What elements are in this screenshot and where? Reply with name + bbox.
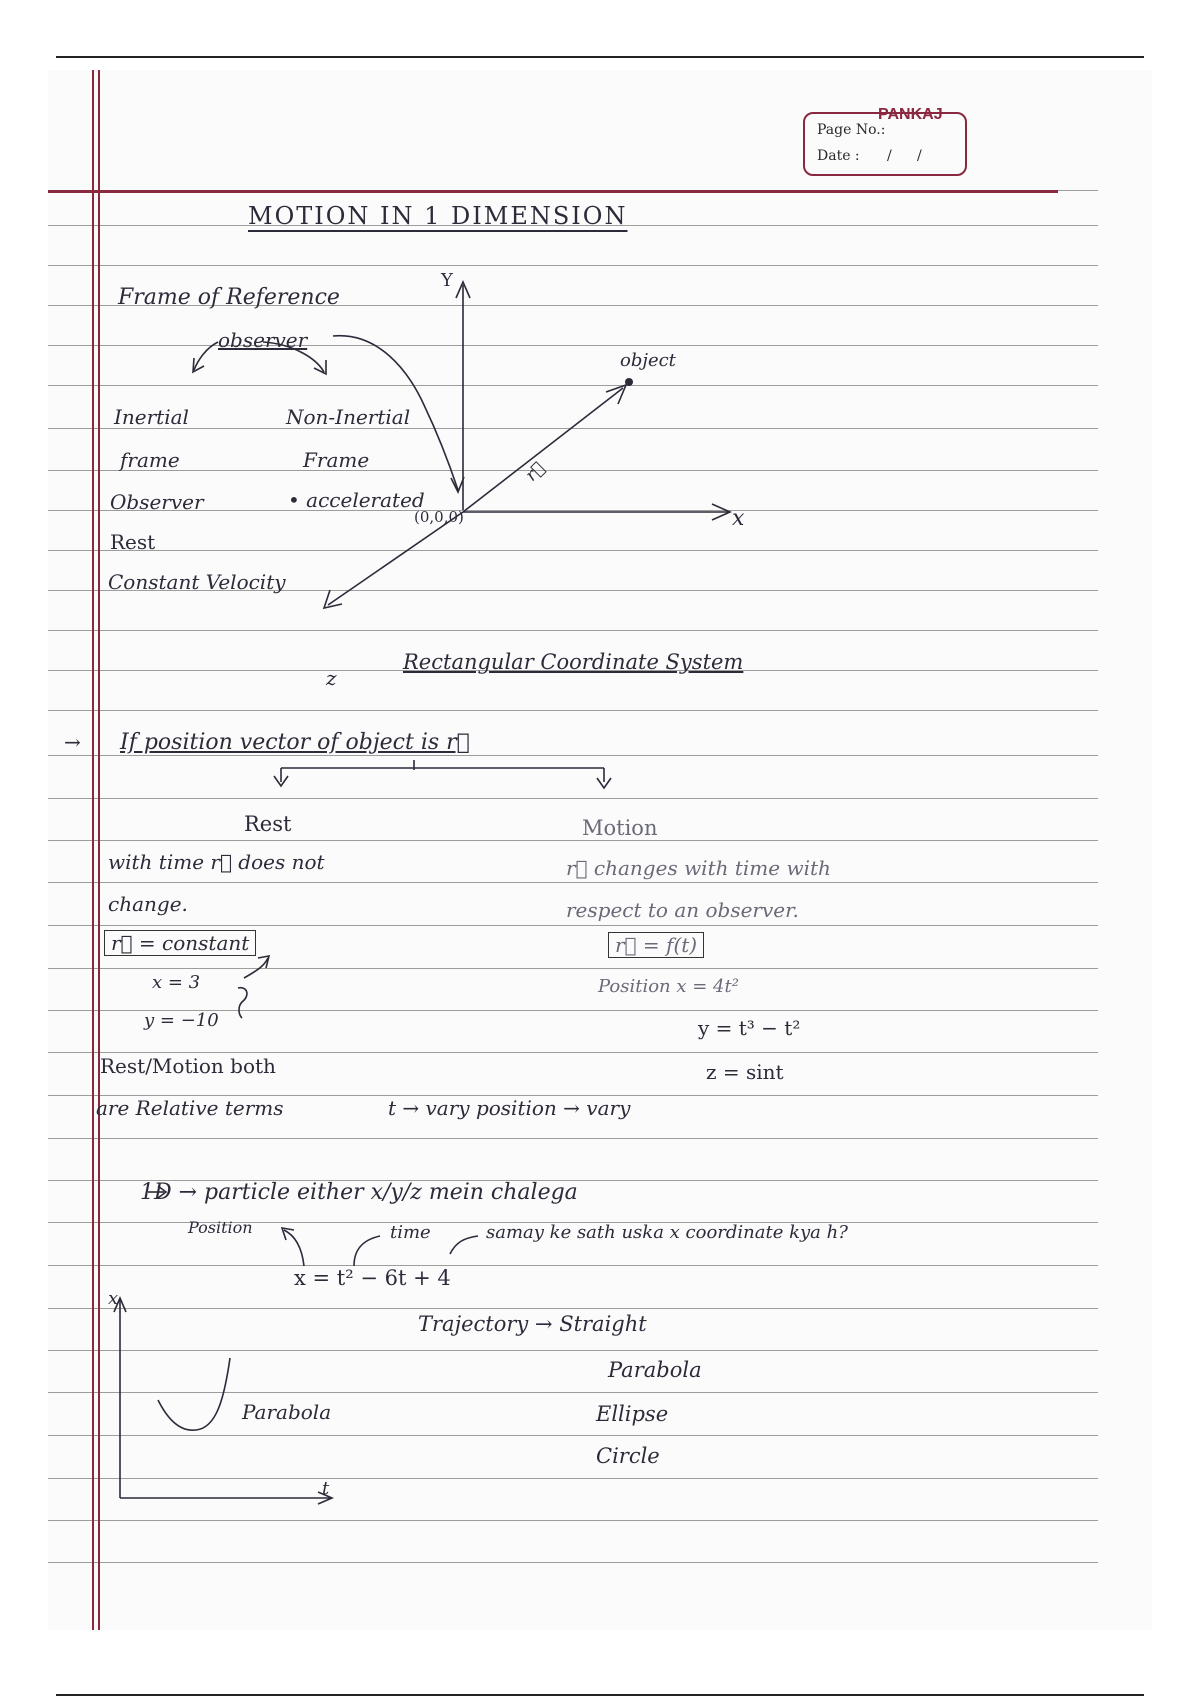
motion-boxed-equation: r⃗ = f(t): [608, 932, 704, 958]
diagram-caption: Rectangular Coordinate System: [403, 650, 744, 674]
non-inertial-branch-arrow: [263, 342, 324, 372]
object-point: [625, 378, 633, 386]
rest-heading: Rest: [244, 812, 292, 836]
observer-label: observer: [218, 328, 308, 352]
inertial-observer-label: Observer: [110, 490, 204, 514]
rest-brace: [238, 988, 247, 1018]
z-axis-arrowhead: [324, 590, 342, 608]
position-label: Position: [188, 1218, 253, 1237]
trajectory-heading: Trajectory → Straight: [418, 1312, 647, 1336]
parabola-curve: [158, 1358, 230, 1430]
inertial-frame-label: frame: [120, 448, 180, 472]
motion-equation-y: y = t³ − t²: [698, 1016, 801, 1040]
frame-of-reference-heading: Frame of Reference: [118, 285, 340, 310]
one-d-statement: 1D → particle either x/y/z mein chalega: [140, 1180, 578, 1205]
page-no-label: Page No.:: [817, 122, 886, 138]
non-inertial-label: Non-Inertial: [286, 405, 411, 429]
vary-note: t → vary position → vary: [388, 1096, 631, 1120]
samay-pointer: [450, 1236, 478, 1254]
object-label: object: [620, 350, 676, 371]
z-axis-line: [328, 512, 463, 605]
position-equation: x = t² − 6t + 4: [294, 1266, 451, 1290]
hand-drawn-sketches: [48, 70, 1152, 1630]
rest-text-line-2: change.: [108, 892, 188, 916]
position-pointer: [284, 1230, 304, 1266]
trajectory-item: Ellipse: [596, 1402, 669, 1426]
position-vector-line: [463, 388, 623, 512]
time-pointer: [354, 1236, 380, 1266]
relative-terms-line-2: are Relative terms: [96, 1096, 284, 1120]
motion-text-line-1: r⃗ changes with time with: [566, 856, 831, 880]
x-axis-label: x: [732, 506, 745, 531]
page-title: MOTION IN 1 DIMENSION: [248, 202, 628, 230]
axes-diagram: [193, 282, 730, 608]
z-axis-label: z: [326, 666, 337, 690]
graph-y-label: x: [108, 1288, 119, 1309]
non-inertial-frame-label: Frame: [303, 448, 370, 472]
rest-motion-split: [238, 760, 611, 1018]
inertial-constant-velocity-label: Constant Velocity: [108, 570, 286, 594]
y-axis-label: Y: [441, 270, 453, 291]
bottom-rule: [56, 1694, 1144, 1696]
observer-pointer-curve: [333, 336, 458, 490]
motion-equation-x: Position x = 4t²: [598, 976, 739, 997]
trajectory-item: Circle: [596, 1444, 660, 1468]
notebook-page: [48, 70, 1152, 1630]
relative-terms-line-1: Rest/Motion both: [100, 1054, 276, 1078]
bullet-arrow: →: [64, 730, 81, 754]
position-vector-label: r⃗: [521, 458, 549, 486]
trajectory-item: Parabola: [608, 1358, 702, 1382]
brand-logo: PANKAJ: [878, 106, 943, 123]
observer-pointer-arrowhead: [451, 477, 464, 492]
rest-boxed-equation: r⃗ = constant: [104, 930, 256, 956]
inertial-label: Inertial: [114, 405, 189, 429]
rest-text-line-1: with time r⃗ does not: [108, 850, 325, 874]
top-rule: [56, 56, 1144, 58]
rest-equation-x: x = 3: [152, 972, 201, 993]
motion-heading: Motion: [582, 816, 658, 840]
rest-equation-y: y = −10: [144, 1010, 219, 1031]
motion-text-line-2: respect to an observer.: [566, 898, 799, 922]
trajectory-graph: [114, 1298, 332, 1504]
date-separator: /: [917, 148, 922, 164]
motion-equation-z: z = sint: [706, 1060, 784, 1084]
one-d-annotations: [148, 1186, 478, 1266]
graph-x-label: t: [322, 1478, 330, 1499]
rest-brace-arrow: [244, 958, 268, 978]
origin-label: (0,0,0): [414, 508, 464, 526]
position-vector-arrowhead: [606, 385, 626, 404]
position-vector-statement: If position vector of object is r⃗: [120, 730, 470, 755]
inertial-rest-label: Rest: [110, 530, 156, 554]
date-separator: /: [887, 148, 892, 164]
date-label: Date :: [817, 148, 860, 164]
non-inertial-accelerated-label: • accelerated: [288, 488, 425, 512]
samay-note: samay ke sath uska x coordinate kya h?: [486, 1222, 848, 1243]
inertial-branch-arrow: [194, 342, 218, 370]
graph-curve-label: Parabola: [242, 1400, 332, 1424]
time-label: time: [390, 1222, 431, 1243]
